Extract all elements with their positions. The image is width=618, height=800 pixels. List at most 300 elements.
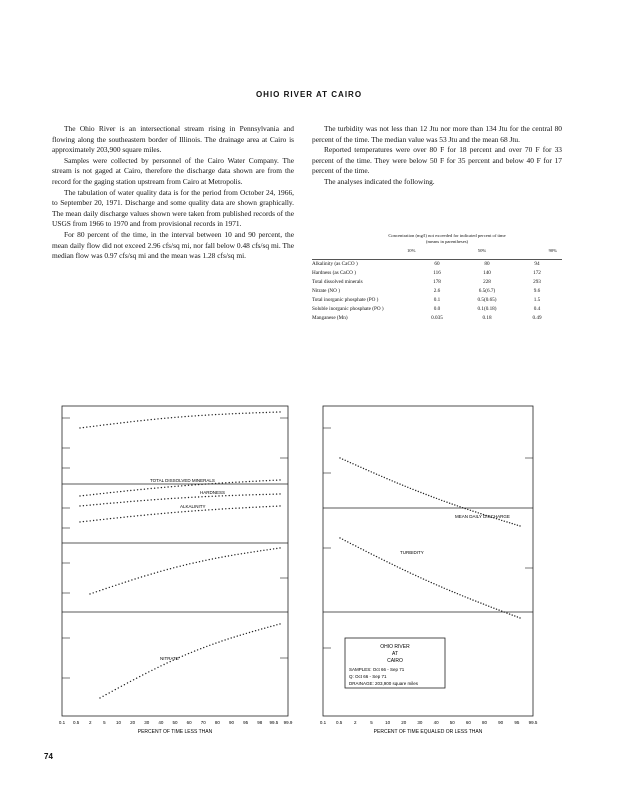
alkalinity-point [252,507,253,508]
right-text-column [312,124,562,188]
phosphate-point [221,640,222,641]
nitrate-point [260,550,261,551]
phosphate-point [121,686,122,687]
row-value: 6.5(6.7) [478,288,496,294]
alkalinity-point [222,508,223,509]
dissolved-minerals-point [151,488,152,489]
x-tick-label: 30 [144,720,150,725]
phosphate-point [215,642,216,643]
nitrate-point [254,551,255,552]
turbidity-point [493,608,494,609]
table-header: Concentration (mg/l) not exceeded for indicated percent of time (means in parentheses) [388,233,506,244]
nitrate-point [221,556,222,557]
x-tick-label: 50 [449,720,455,725]
nitrate-point [105,588,106,589]
alkalinity-point [212,509,213,510]
phosphate-point [197,649,198,650]
phosphate-point [148,671,149,672]
alkalinity-point [225,508,226,509]
phosphate-point [209,645,210,646]
temperature-point [100,425,101,426]
hardness-point [184,497,185,498]
nitrate-point [192,562,193,563]
temperature-point [120,422,121,423]
dissolved-minerals-point [279,479,280,480]
alkalinity-point [279,505,280,506]
turbidity-point [478,601,479,602]
discharge-point [384,477,385,478]
dissolved-minerals-point [239,481,240,482]
dissolved-minerals-point [178,485,179,486]
discharge-point [339,457,340,458]
discharge-point [519,525,520,526]
hardness-point [164,498,165,499]
row-label: Hardness (as CaCO ) [312,270,356,276]
nitrate-point [163,570,164,571]
paragraph: For 80 percent of the time, in the interval between 10 and 90 percent, the mean daily flow did not exceed 2.96 cfs/sq mi, nor fall below 0.48 cfs/sq mi. The median flow was 0.97 cfs/sq mi and the mean was 1.28 cfs/sq mi. [52,229,294,261]
turbidity-point [506,612,507,613]
dissolved-minerals-point [164,487,165,488]
discharge-point [420,492,421,493]
nitrate-point [157,572,158,573]
discharge-point [428,495,429,496]
hardness-point [161,499,162,500]
temperature-point [103,424,104,425]
discharge-point [509,522,510,523]
discharge-point [418,491,419,492]
discharge-point [402,485,403,486]
dissolved-minerals-point [249,481,250,482]
hardness-point [90,504,91,505]
hardness-point [235,495,236,496]
phosphate-point [267,627,268,628]
legend-line: CAIRO [387,658,403,664]
discharge-point [423,493,424,494]
turbidity-point [342,539,343,540]
dissolved-minerals-point [167,486,168,487]
turbidity-point [399,567,400,568]
dissolved-minerals-point [195,484,196,485]
phosphate-point [118,687,119,688]
turbidity-point [431,582,432,583]
hardness-point [157,499,158,500]
temperature-point [117,423,118,424]
discharge-point [355,464,356,465]
percent-header: 50% [477,248,487,253]
temperature-point [279,411,280,412]
turbidity-point [418,576,419,577]
phosphate-point [203,647,204,648]
alkalinity-point [93,520,94,521]
turbidity-point [363,549,364,550]
discharge-point [358,466,359,467]
turbidity-point [347,541,348,542]
discharge-point [452,503,453,504]
x-tick-label: 2 [88,720,92,725]
temperature-point [134,421,135,422]
paragraph: The tabulation of water quality data is for the period from October 24, 1966, to September 20, 1971. Discharge and some quality data are shown graphically. The mean daily discharge values shown were taken from published records of the USGS from 1966 to 1970 and from provisional records in 1971. [52,187,294,229]
row-value: 2.6 [433,288,441,294]
alkalinity-point [167,512,168,513]
nitrate-point [118,584,119,585]
nitrate-point [189,563,190,564]
nitrate-point [266,549,267,550]
dissolved-minerals-point [232,482,233,483]
x-tick-label: 99.5 [528,720,538,725]
nitrate-point [147,574,148,575]
temperature-point [256,412,257,413]
temperature-point [144,420,145,421]
table-row [312,304,562,313]
dissolved-minerals-point [269,480,270,481]
nitrate-point [131,579,132,580]
curve-label: ALKALINITY [180,504,206,509]
dissolved-minerals-point [181,485,182,486]
row-value: 0.1(0.18) [477,306,497,312]
nitrate-point [247,552,248,553]
curve-label: MEAN DAILY DISCHARGE [455,514,510,519]
turbidity-point [394,565,395,566]
nitrate-point [202,560,203,561]
dissolved-minerals-point [208,483,209,484]
row-label: Total inorganic phosphate (PO ) [312,297,379,303]
turbidity-point [438,585,439,586]
temperature-point [195,415,196,416]
temperature-point [96,425,97,426]
temperature-point [130,421,131,422]
phosphate-point [252,631,253,632]
phosphate-point [255,630,256,631]
x-tick-label: 5 [370,720,373,725]
temperature-point [266,412,267,413]
alkalinity-point [137,515,138,516]
nitrate-point [212,558,213,559]
nitrate-point [250,552,251,553]
turbidity-point [462,595,463,596]
temperature-point [191,415,192,416]
hardness-point [83,505,84,506]
hardness-point [222,495,223,496]
phosphate-point [136,678,137,679]
phosphate-point [249,632,250,633]
row-value: 0.5(0.65) [477,297,497,303]
turbidity-point [360,548,361,549]
phosphate-point [246,633,247,634]
turbidity-point [365,551,366,552]
x-tick-label: 80 [214,720,220,725]
hardness-point [147,500,148,501]
discharge-point [399,483,400,484]
discharge-point [394,481,395,482]
turbidity-point [352,544,353,545]
alkalinity-point [208,509,209,510]
turbidity-point [368,552,369,553]
hardness-point [137,500,138,501]
dissolved-minerals-point [134,490,135,491]
hardness-point [245,494,246,495]
alkalinity-point [171,512,172,513]
hardness-point [120,502,121,503]
nitrate-point [234,554,235,555]
hardness-point [195,496,196,497]
alkalinity-point [256,507,257,508]
alkalinity-point [120,517,121,518]
turbidity-point [407,571,408,572]
x-tick-label: 5 [103,720,106,725]
alkalinity-point [239,507,240,508]
turbidity-point [501,610,502,611]
x-tick-label: 70 [200,720,206,725]
x-tick-label: 98 [257,720,263,725]
temperature-point [154,419,155,420]
turbidity-point [475,600,476,601]
temperature-point [174,417,175,418]
discharge-point [415,490,416,491]
turbidity-point [410,572,411,573]
alkalinity-point [154,514,155,515]
turbidity-point [498,609,499,610]
row-value: 0.49 [532,315,542,321]
x-tick-label: 0.1 [58,720,66,725]
alkalinity-point [245,507,246,508]
phosphate-point [224,639,225,640]
hardness-point [151,499,152,500]
turbidity-point [378,557,379,558]
nitrate-point [112,586,113,587]
discharge-point [425,494,426,495]
dissolved-minerals-point [259,480,260,481]
turbidity-point [371,553,372,554]
dissolved-minerals-point [106,492,107,493]
hardness-point [273,494,274,495]
nitrate-point [89,593,90,594]
dissolved-minerals-point [235,482,236,483]
hardness-point [154,499,155,500]
nitrate-point [176,566,177,567]
alkalinity-point [262,506,263,507]
discharge-point [376,474,377,475]
left-graph-frame [62,406,288,716]
x-tick-label: 0.1 [319,720,327,725]
alkalinity-point [269,506,270,507]
alkalinity-point [218,509,219,510]
nitrate-point [276,548,277,549]
row-value: 80 [484,261,490,267]
turbidity-point [514,615,515,616]
phosphate-point [243,634,244,635]
discharge-point [498,519,499,520]
discharge-point [392,480,393,481]
temperature-point [218,414,219,415]
alkalinity-point [266,506,267,507]
phosphate-point [145,673,146,674]
row-label: Manganese (Mn) [312,315,348,321]
row-value: 228 [483,279,491,285]
x-tick-label: 10 [115,720,122,725]
turbidity-point [519,617,520,618]
hardness-point [130,501,131,502]
alkalinity-point [117,517,118,518]
discharge-point [347,461,348,462]
temperature-point [208,414,209,415]
alkalinity-point [96,519,97,520]
page-title: OHIO RIVER AT CAIRO [255,90,363,99]
turbidity-point [392,564,393,565]
alkalinity-point [273,506,274,507]
row-label: Alkalinity (as CaCO ) [312,261,358,267]
phosphate-point [212,644,213,645]
phosphate-point [142,674,143,675]
dissolved-minerals-point [140,489,141,490]
turbidity-point [485,605,486,606]
phosphate-point [279,623,280,624]
discharge-point [444,501,445,502]
alkalinity-point [205,509,206,510]
dissolved-minerals-point [188,485,189,486]
dissolved-minerals-point [154,488,155,489]
alkalinity-point [232,508,233,509]
table-row [312,313,562,322]
temperature-point [123,422,124,423]
hardness-point [239,495,240,496]
hardness-point [134,501,135,502]
x-tick-label: 99.5 [269,720,279,725]
discharge-point [457,505,458,506]
dissolved-minerals-point [225,482,226,483]
percent-header: 90% [548,248,557,253]
x-tick-label: 80 [482,720,488,725]
alkalinity-point [184,511,185,512]
nitrate-point [225,556,226,557]
dissolved-minerals-point [157,487,158,488]
dissolved-minerals-point [147,488,148,489]
dissolved-minerals-point [174,486,175,487]
temperature-point [269,412,270,413]
turbidity-point [444,588,445,589]
left-text-column [52,124,294,262]
turbidity-point [504,611,505,612]
table-row [312,259,562,268]
phosphate-point [182,656,183,657]
left-x-axis-label: PERCENT OF TIME LESS THAN [137,729,213,735]
temperature-point [127,422,128,423]
dissolved-minerals-point [137,489,138,490]
nitrate-point [151,573,152,574]
dissolved-minerals-point [171,486,172,487]
dissolved-minerals-point [205,483,206,484]
phosphate-point [99,697,100,698]
turbidity-point [446,589,447,590]
dissolved-minerals-point [229,482,230,483]
turbidity-point [386,561,387,562]
hardness-point [201,496,202,497]
row-value: 60 [434,261,440,267]
nitrate-point [134,578,135,579]
x-tick-label: 2 [354,720,357,725]
temperature-point [239,413,240,414]
discharge-point [472,511,473,512]
right-x-axis-label: PERCENT OF TIME EQUALED OR LESS THAN [373,729,483,735]
dissolved-minerals-point [161,487,162,488]
hardness-point [276,493,277,494]
table-row [312,268,562,277]
alkalinity-point [191,510,192,511]
nitrate-point [263,550,264,551]
temperature-point [232,413,233,414]
table-body [312,259,562,322]
curve-label: NITRATE [160,656,179,661]
discharge-point [342,459,343,460]
x-tick-label: 40 [433,720,439,725]
temperature-point [151,419,152,420]
temperature-point [90,426,91,427]
nitrate-point [173,567,174,568]
hardness-point [144,500,145,501]
hardness-point [123,501,124,502]
paragraph: The turbidity was not less than 12 Jtu nor more than 134 Jtu for the central 80 percent of the time. The median value was 53 Jtu and the mean 68 Jtu. [312,124,562,144]
nitrate-point [270,549,271,550]
temperature-point [140,420,141,421]
dissolved-minerals-point [201,484,202,485]
phosphate-point [157,667,158,668]
water-quality-graphs [40,398,580,738]
x-tick-label: 90 [498,720,504,725]
alkalinity-point [123,517,124,518]
nitrate-point [180,566,181,567]
turbidity-point [459,594,460,595]
nitrate-point [257,551,258,552]
turbidity-point [480,602,481,603]
temperature-point [93,426,94,427]
turbidity-point [509,613,510,614]
dissolved-minerals-point [90,494,91,495]
temperature-point [161,418,162,419]
legend-line: Q: Oct 66 - Sep 71 [349,674,387,679]
turbidity-point [389,562,390,563]
curve-label: HARDNESS [200,490,226,495]
alkalinity-point [178,511,179,512]
phosphate-point [194,650,195,651]
phosphate-point [264,628,265,629]
dissolved-minerals-point [198,484,199,485]
x-tick-label: 10 [385,720,391,725]
phosphate-point [258,629,259,630]
phosphate-point [170,661,171,662]
phosphate-point [273,625,274,626]
phosphate-point [151,670,152,671]
nitrate-point [102,589,103,590]
discharge-point [470,510,471,511]
hardness-point [127,501,128,502]
dissolved-minerals-point [245,481,246,482]
turbidity-point [467,597,468,598]
nitrate-point [279,547,280,548]
phosphate-point [102,696,103,697]
hardness-point [232,495,233,496]
nitrate-point [115,585,116,586]
percent-header: 10% [407,248,416,253]
legend-line: SAMPLES: Oct 66 - Sep 71 [349,667,405,672]
discharge-point [475,511,476,512]
turbidity-point [436,584,437,585]
row-value: 1.5 [533,297,541,303]
nitrate-point [244,553,245,554]
temperature-point [273,412,274,413]
nitrate-point [96,591,97,592]
turbidity-point [420,577,421,578]
alkalinity-point [134,516,135,517]
temperature-point [249,412,250,413]
